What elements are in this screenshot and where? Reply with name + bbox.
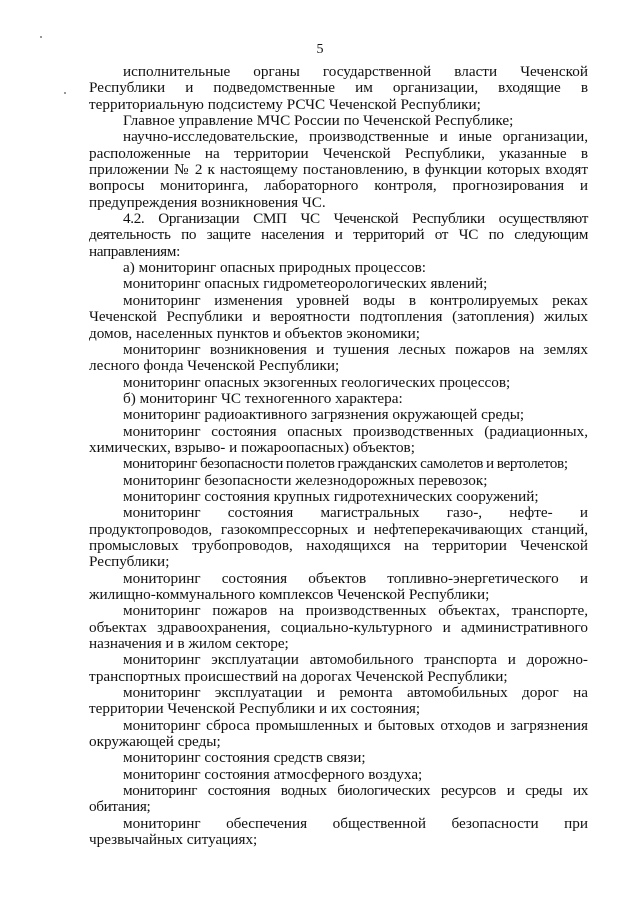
paragraph: мониторинг безопасности железнодорожных перевозок; <box>123 471 488 489</box>
paragraph: мониторинг состояния средств связи; <box>123 749 366 767</box>
paragraph: Главное управление МЧС России по Чеченской Республике; <box>123 112 514 130</box>
paragraph: мониторинг эксплуатации автомобильного транспорта и дорожно-транспортных происшествий на дорогах Чеченской Республики; <box>89 651 588 685</box>
paragraph: мониторинг безопасности полетов гражданских самолетов и вертолетов; <box>123 455 568 473</box>
paragraph: а) мониторинг опасных природных процессов: <box>123 259 426 277</box>
paragraph: мониторинг опасных экзогенных геологических процессов; <box>123 373 511 391</box>
paragraph: исполнительные органы государственной власти Чеченской Республики и подведомственные им организации, входящие в территориальную подсистему РСЧС Чеченской Республики; <box>89 63 588 113</box>
paragraph: мониторинг состояния магистральных газо-, нефте- и продуктопроводов, газокомпрессорных и нефтеперекачивающих станций, промысловых трубопроводов, находящихся на территории Чеченской Республики; <box>89 504 588 571</box>
paragraph: научно-исследовательские, производственные и иные организации, расположенные на территории Чеченской Республики, указанные в приложении № 2 к настоящему постановлению, в функции которых входят вопросы мониторинга, лабораторного контроля, прогнозирования и предупреждения возникновения ЧС. <box>89 128 588 211</box>
paragraph: мониторинг опасных гидрометеорологических явлений; <box>123 275 488 293</box>
paragraph: мониторинг пожаров на производственных объектах, транспорте, объектах здравоохранения, социально-культурного и административного назначения и в жилом секторе; <box>89 602 588 653</box>
paragraph: б) мониторинг ЧС техногенного характера: <box>123 389 403 407</box>
paragraph: мониторинг эксплуатации и ремонта автомобильных дорог на территории Чеченской Республики и их состояния; <box>89 684 588 718</box>
scan-speck <box>40 36 42 38</box>
paragraph: мониторинг состояния водных биологических ресурсов и среды их обитания; <box>89 782 588 816</box>
paragraph: мониторинг состояния объектов топливно-энергетического и жилищно-коммунального комплексов Чеченской Республики; <box>89 569 588 603</box>
paragraph: мониторинг обеспечения общественной безопасности при чрезвычайных ситуациях; <box>89 814 588 849</box>
paragraph: 4.2. Организации СМП ЧС Чеченской Республики осуществляют деятельность по защите населения и территорий от ЧС по следующим направлениям: <box>89 210 588 260</box>
paragraph: мониторинг сброса промышленных и бытовых отходов и загрязнения окружающей среды; <box>89 716 588 751</box>
paragraph: мониторинг изменения уровней воды в контролируемых реках Чеченской Республики и вероятности подтопления (затопления) жилых домов, населенных пунктов и объектов экономики; <box>89 291 588 342</box>
document-body <box>89 64 588 849</box>
paragraph: мониторинг состояния атмосферного воздуха; <box>123 765 423 783</box>
scan-speck <box>64 92 66 94</box>
paragraph: мониторинг радиоактивного загрязнения окружающей среды; <box>123 406 525 424</box>
paragraph: мониторинг состояния опасных производственных (радиационных, химических, взрыво- и пожароопасных) объектов; <box>89 422 588 456</box>
paragraph: мониторинг состояния крупных гидротехнических сооружений; <box>123 487 539 505</box>
paragraph: мониторинг возникновения и тушения лесных пожаров на землях лесного фонда Чеченской Республики; <box>89 340 588 375</box>
page-number: 5 <box>316 42 324 57</box>
